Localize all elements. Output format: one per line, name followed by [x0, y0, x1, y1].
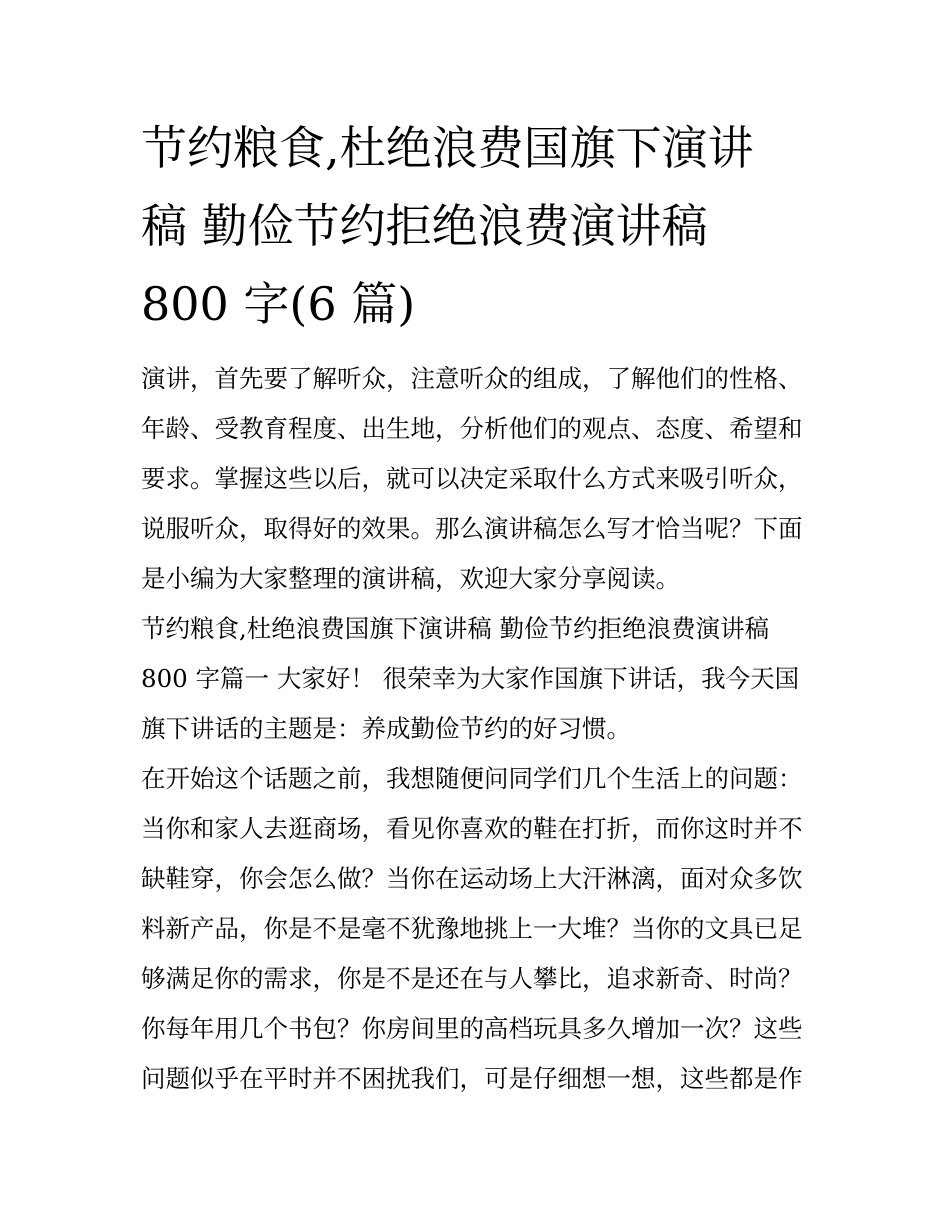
body-line-9: 在开始这个话题之前，我想随便问同学们几个生活上的问题： — [141, 764, 803, 793]
title-line-2: 稿 勤俭节约拒绝浪费演讲稿 — [141, 199, 708, 253]
body-line-13: 够满足你的需求，你是不是还在与人攀比，追求新奇、时尚？ — [141, 964, 803, 993]
body-line-6: 节约粮食,杜绝浪费国旗下演讲稿 勤俭节约拒绝浪费演讲稿 — [141, 614, 770, 643]
title-line-1: 节约粮食,杜绝浪费国旗下演讲 — [141, 121, 754, 175]
body-line-3: 要求。掌握这些以后，就可以决定采取什么方式来吸引听众， — [141, 464, 803, 493]
body-line-11: 缺鞋穿，你会怎么做？当你在运动场上大汗淋漓，面对众多饮 — [141, 864, 803, 893]
body-line-5: 是小编为大家整理的演讲稿，欢迎大家分享阅读。 — [141, 564, 680, 593]
body-line-1: 演讲，首先要了解听众，注意听众的组成，了解他们的性格、 — [141, 364, 803, 393]
body-line-12: 料新产品，你是不是毫不犹豫地挑上一大堆？当你的文具已足 — [141, 914, 803, 943]
body-line-7: 800 字篇一 大家好！ 很荣幸为大家作国旗下讲话，我今天国 — [141, 664, 800, 693]
body-line-14: 你每年用几个书包？你房间里的高档玩具多久增加一次？这些 — [141, 1014, 803, 1043]
title-line-3: 800 字(6 篇) — [141, 277, 416, 331]
body-line-8: 旗下讲话的主题是：养成勤俭节约的好习惯。 — [141, 714, 631, 743]
body-line-10: 当你和家人去逛商场，看见你喜欢的鞋在打折，而你这时并不 — [141, 814, 803, 843]
body-line-15: 问题似乎在平时并不困扰我们，可是仔细想一想，这些都是作 — [141, 1064, 803, 1093]
body-line-4: 说服听众，取得好的效果。那么演讲稿怎么写才恰当呢？下面 — [141, 514, 803, 543]
body-line-2: 年龄、受教育程度、出生地，分析他们的观点、态度、希望和 — [141, 414, 803, 443]
